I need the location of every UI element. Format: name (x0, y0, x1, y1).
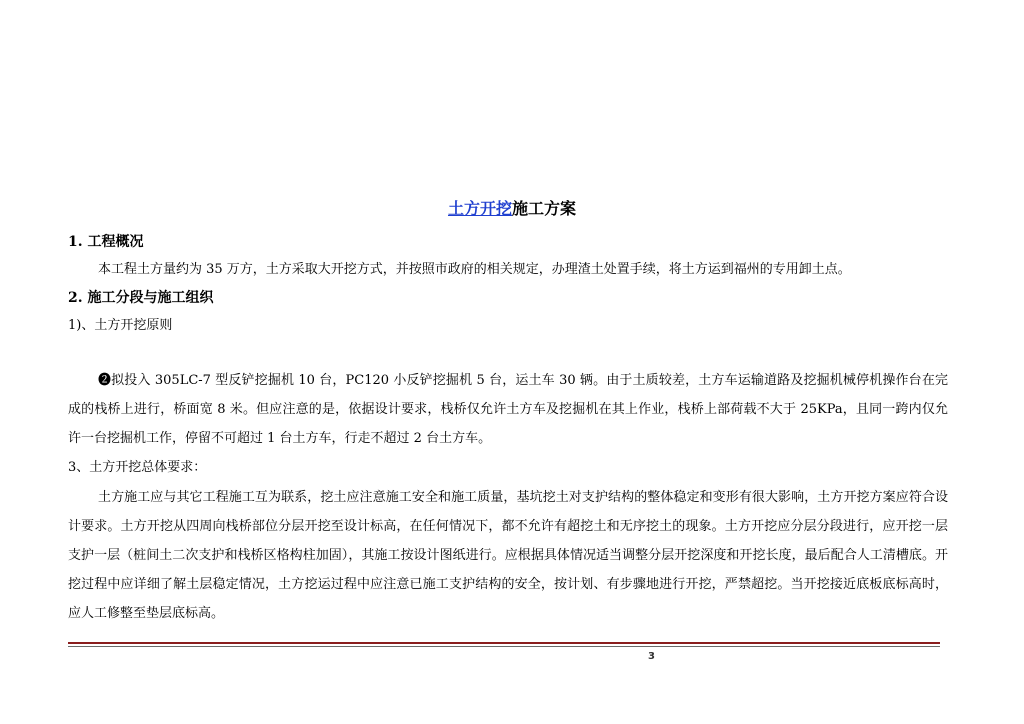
title-link[interactable]: 土方开挖 (447, 199, 512, 218)
section2-heading: 2. 施工分段与施工组织 (68, 290, 214, 306)
item3-label: 3、土方开挖总体要求： (68, 460, 207, 475)
footer-rule-bottom (68, 646, 940, 647)
requirements-paragraph: 土方施工应与其它工程施工互为联系，挖土应注意施工安全和施工质量，基坑挖土对支护结构的整体稳定和变形有很大影响，土方开挖方案应符合设计要求。土方开挖从四周向栈桥部位分层开挖至设计标高，在任何情况下，都不允许有超挖土和无序挖土的现象。土方开挖应分层分段进行，应开挖一层支护一层（桩间土二次支护和栈桥区格构柱加固），其施工按设计图纸进行。应根据具体情况适当调整分层开挖深度和开挖长度，最后配合人工清槽底。开挖过程中应详细了解土层稳定情况，土方挖运过程中应注意已施工支护结构的安全，按计划、有步骤地进行开挖，严禁超挖。当开挖接近底板底标高时，应人工修整至垫层底标高。 (68, 490, 948, 621)
page-number: 3 (648, 651, 655, 662)
footer-rule-top (68, 642, 940, 644)
item1-label: 1)、土方开挖原则 (68, 318, 173, 333)
section1-body: 本工程土方量约为 35 万方，土方采取大开挖方式，并按照市政府的相关规定，办理渣土处置手续，将土方运到福州的专用卸土点。 (98, 262, 851, 277)
equipment-paragraph: ➋拟投入 305LC-7 型反铲挖掘机 10 台，PC120 小反铲挖掘机 5 台，运土车 30 辆。由于土质较差，土方车运输道路及挖掘机械停机操作台在完成的栈桥上进行，桥面宽 8 米。但应注意的是，依据设计要求，栈桥仅允许土方车及挖掘机在其上作业，栈桥上部荷载不大于 25KPa，且同一跨内仅允许一台挖掘机工作，停留不可超过 1 台土方车，行走不超过 2 台土方车。 (68, 373, 948, 446)
title-text: 施工方案 (512, 199, 577, 218)
page-title (0, 198, 1024, 220)
section1-heading: 1. 工程概况 (68, 234, 144, 250)
